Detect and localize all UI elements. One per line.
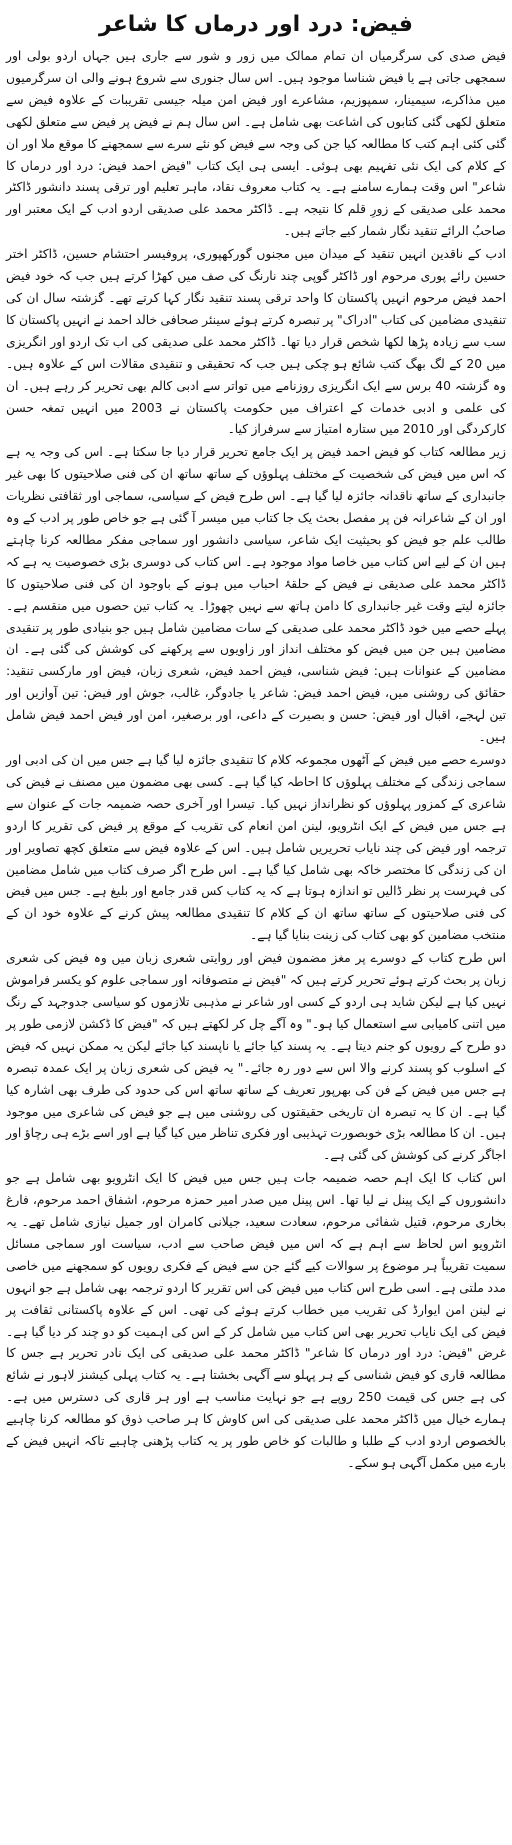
article-paragraph: دوسرے حصے میں فیض کے آٹھوں مجموعہ کلام کا تنقیدی جائزہ لیا گیا ہے جس میں ان کی ادبی اور سماجی زندگی کے مختلف پہلوؤں کا احاطہ کیا گیا ہے۔ کسی بھی مضمون میں مصنف نے فیض کی شاعری کے کمزور پہلوؤں کو نظرانداز نہیں کیا۔ تیسرا اور آخری حصہ ضمیمہ جات کے عنوان سے ہے جس میں فیض کے ایک انٹرویو، لینن امن انعام کی تقریب کے موقع پر فیض کی تقریر کا اردو ترجمہ اور فیض کی چند نایاب تحریریں شامل ہیں۔ اس کے علاوہ فیض سے متعلق کچھ تصاویر اور ان کی زندگی کا مختصر خاکہ بھی شامل کیا گیا ہے۔ اس طرح اگر صرف کتاب میں شامل مضامین کی فہرست پر نظر ڈالیں تو اندازہ ہوتا ہے کہ یہ کتاب کس قدر جامع اور بلیغ ہے۔ جس میں فیض کی فنی صلاحیتوں کے ساتھ ساتھ ان کے کلام کا تنقیدی مطالعہ پیش کرنے کے علاوہ خود ان کے منتخب مضامین کو بھی کتاب کی زینت بنایا گیا ہے۔ [6, 753, 506, 943]
article-paragraph: فیض صدی کی سرگرمیاں ان تمام ممالک میں زور و شور سے جاری ہیں جہاں اردو بولی اور سمجھی جاتی ہے یا فیض شناسا موجود ہیں۔ اس سال جنوری سے شروع ہونے والی ان سرگرمیوں میں مذاکرے، سیمینار، سمپوزیم، مشاعرے اور فیض امن میلہ جیسی تقریبات کے علاوہ فیض سے متعلق لکھی گئی کتابوں کی اشاعت بھی شامل ہے۔ اس سال ہم نے فیض پر فیض سے متعلق لکھی گئی کئی اہم کتب کا مطالعہ کیا جن کی وجہ سے فیض کو نئے سرے سے سمجھنے کا موقع ملا اور ان کے کلام کی ایک نئی تفہیم بھی ہوئی۔ ایسی ہی ایک کتاب "فیض احمد فیض: درد اور درماں کا شاعر" اس وقت ہمارے سامنے ہے۔ یہ کتاب معروف نقاد، ماہر تعلیم اور ترقی پسند دانشور ڈاکٹر محمد علی صدیقی کے زورِ قلم کا نتیجہ ہے۔ ڈاکٹر محمد علی صدیقی اردو ادب کے ایک معتبر اور صاحبُ الرائے تنقید نگار شمار کیے جاتے ہیں۔ [6, 49, 506, 239]
article-paragraph: اس طرح کتاب کے دوسرے پر مغز مضمون فیض اور روایتی شعری زبان میں وہ فیض کی شعری زبان پر بحث کرتے ہوئے تحریر کرتے ہیں کہ "فیض نے متصوفانہ اور سماجی علوم کو یکسر فراموش نہیں کیا ہے لیکن شاید ہی اردو کے کسی اور شاعر نے مذہبی تلازموں کو سیاسی جدوجہد کے رنگ میں اتنی کامیابی سے استعمال کیا ہو۔" وہ آگے چل کر لکھتے ہیں کہ "فیض کا ڈکشن لازمی طور پر دو طرح کے رویوں کو جنم دیتا ہے۔ یہ پسند کیا جائے یا ناپسند کیا جائے لیکن یہ ممکن نہیں کہ فیض کے اسلوب کو پسند کرنے والا اس سے دور رہ جائے۔" یہ فیض کی شعری زبان پر ایک عمدہ تبصرہ ہے جس میں فیض کے فن کی بھرپور تعریف کے ساتھ ساتھ اس کی حدود کی طرف بھی اشارہ کیا گیا ہے۔ ان کا یہ تبصرہ ان تاریخی حقیقتوں کی روشنی میں ہے جو فیض کی شاعری میں موجود ہیں۔ ان کا مطالعہ بڑی خوبصورت تہذیبی اور فکری تناظر میں کیا گیا ہے اور اسے بڑے ہی رچاؤ اور اجاگر کرنے کی کوشش کی گئی ہے۔ [6, 951, 506, 1163]
article-headline: فیض: درد اور درماں کا شاعر [99, 12, 413, 37]
article-body [6, 46, 506, 1475]
article-paragraph: ادب کے ناقدین انہیں تنقید کے میدان میں مجنوں گورکھپوری، پروفیسر احتشام حسین، ڈاکٹر اختر حسین رائے پوری مرحوم اور ڈاکٹر گوپی چند نارنگ کی صف میں کھڑا کرتے ہیں جب کہ خود فیض احمد فیض مرحوم انہیں پاکستان کا واحد ترقی پسند تنقید نگار کہا کرتے تھے۔ گزشتہ سال ان کی تنقیدی مضامین کی کتاب "ادراک" پر تبصرہ کرتے ہوئے سینئر صحافی خالد احمد نے انہیں پاکستان کا سب سے زیادہ پڑھا لکھا شخص قرار دیا تھا۔ ڈاکٹر محمد علی صدیقی کی اب تک اردو اور انگریزی میں 20 کے لگ بھگ کتب شائع ہو چکی ہیں جب کہ تحقیقی و تنقیدی مقالات اس کے علاوہ ہیں۔ وہ گزشتہ 40 برس سے ایک انگریزی روزنامے میں تواتر سے ادبی کالم بھی تحریر کر رہے ہیں۔ ان کی علمی و ادبی خدمات کے اعتراف میں حکومت پاکستان نے 2003 میں انہیں تمغہ حسن کارکردگی اور 2010 میں ستارہ امتیاز سے سرفراز کیا۔ [6, 247, 507, 437]
article-paragraph: اس کتاب کا ایک اہم حصہ ضمیمہ جات ہیں جس میں فیض کا ایک انٹرویو بھی شامل ہے جو دانشوروں کے ایک پینل نے لیا تھا۔ اس پینل میں صدر امیر حمزہ مرحوم، اشفاق احمد مرحوم، فارغ بخاری مرحوم، قتیل شفائی مرحوم، سعادت سعید، جیلانی کامران اور جمیل نیازی شامل تھے۔ یہ انٹرویو اس لحاظ سے اہم ہے کہ اس میں فیض صاحب سے ادب، سیاست اور سماجی مسائل سمیت تقریباً ہر موضوع پر سوالات کیے گئے جن سے فیض کے فکری رویوں کو سمجھنے میں خاصی مدد ملتی ہے۔ اسی طرح اس کتاب میں فیض کی اس تقریر کا اردو ترجمہ بھی شامل ہے جو انہوں نے لینن امن ایوارڈ کی تقریب میں خطاب کرتے ہوئے کی تھی۔ اس کے علاوہ پاکستانی ثقافت پر فیض کی ایک نایاب تحریر بھی اس کتاب میں شامل کر کے اس کی اہمیت کو دو چند کر دیا گیا ہے۔ غرض "فیض: درد اور درماں کا شاعر" ڈاکٹر محمد علی صدیقی کی ایک نادر تحریر ہے جس کا مطالعہ قاری کو فیض شناسی کے ہر پہلو سے آگہی بخشتا ہے۔ یہ کتاب پہلی کیشنز لاہور نے شائع کی ہے جس کی قیمت 250 روپے ہے جو نہایت مناسب ہے اور ہر قاری کی دسترس میں ہے۔ ہمارے خیال میں ڈاکٹر محمد علی صدیقی کی اس کاوش کا ہر صاحب ذوق کو مطالعہ کرنا چاہیے بالخصوص اردو ادب کے طلبا و طالبات کو خاص طور پر یہ کتاب پڑھنی چاہیے تاکہ انہیں فیض کے بارے میں مکمل آگہی ہو سکے۔ [6, 1171, 506, 1470]
article-paragraph: زیر مطالعہ کتاب کو فیض احمد فیض پر ایک جامع تحریر قرار دیا جا سکتا ہے۔ اس کی وجہ یہ ہے کہ اس میں فیض کی شخصیت کے مختلف پہلوؤں کے ساتھ ساتھ ان کی فنی صلاحیتوں کا بھی غیر جانبداری کے ساتھ ناقدانہ جائزہ لیا گیا ہے۔ اس طرح فیض کے سیاسی، سماجی اور ثقافتی نظریات اور ان کے شاعرانہ فن پر مفصل بحث یک جا کتاب میں میسر آ گئی ہے جو خاص طور پر ادب کے وہ طالب علم جو فیض کو بحیثیت ایک شاعر، سیاسی دانشور اور سماجی مفکر مطالعہ کرنا چاہتے ہیں ان کے لیے اس کتاب میں خاصا مواد موجود ہے۔ اس کتاب کی دوسری بڑی خصوصیت یہ ہے کہ ڈاکٹر محمد علی صدیقی نے فیض کے حلقۂ احباب میں ہونے کے باوجود ان کی فنی صلاحیتوں کا جائزہ لیتے وقت غیر جانبداری کا دامن ہاتھ سے نہیں چھوڑا۔ یہ کتاب تین حصوں میں منقسم ہے۔ پہلے حصے میں خود ڈاکٹر محمد علی صدیقی کے سات مضامین شامل ہیں جو بنیادی طور پر تنقیدی مضامین ہیں جن میں فیض کو مختلف انداز اور زاویوں سے پرکھنے کی کوشش کی گئی ہے۔ ان مضامین کے عنوانات ہیں: فیض شناسی، فیض احمد فیض، شعری زبان، فیض اور مارکسی تنقید: حقائق کی روشنی میں، فیض احمد فیض: شاعر یا جادوگر، غالب، جوش اور فیض: تین آوازیں اور تین لہجے، اقبال اور فیض: حسن و بصیرت کے داعی، اور برصغیر، امن اور فیض احمد فیض شامل ہیں۔ [6, 445, 506, 745]
